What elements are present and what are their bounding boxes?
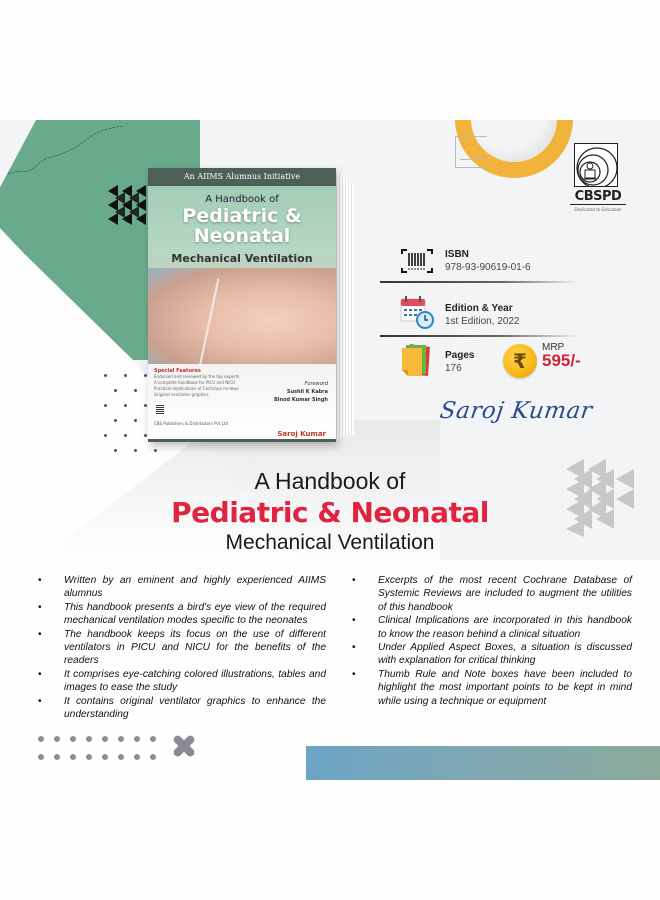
cover-initiative-banner: An AIIMS Alumnus Initiative <box>148 168 336 186</box>
cover-subtitle: A Handbook of <box>205 194 279 205</box>
publisher-name: CBSPD <box>570 189 626 205</box>
qr-code-icon <box>156 404 164 414</box>
highlight-item: • Clinical Implications are incorporated in this handbook to know the reason behind a clinical situation <box>352 614 632 641</box>
mrp-value: 595/- <box>542 351 581 370</box>
isbn-row <box>400 246 630 296</box>
headline-line-2: Pediatric & Neonatal <box>171 496 489 529</box>
highlight-item: • The handbook keeps its focus on the use of different ventilators in PICU and NICU for the benefits of the readers <box>38 628 326 668</box>
foreword-name: Sushil K Kabra <box>286 389 328 395</box>
cover-title <box>148 206 336 246</box>
outline-frame-decoration <box>455 136 487 168</box>
calendar-clock-icon <box>400 295 434 329</box>
cover-title-line-3: Mechanical Ventilation <box>171 252 313 265</box>
headline-line-1: A Handbook of <box>254 468 406 494</box>
highlight-item: • Written by an eminent and highly experienced AIIMS alumnus <box>38 574 326 601</box>
edition-label: Edition & Year <box>445 303 513 314</box>
book-headline <box>0 466 660 556</box>
highlights-right-list <box>352 574 632 708</box>
mrp-label: MRP <box>542 342 565 353</box>
wavy-line-decoration <box>6 118 126 178</box>
edition-row <box>400 295 630 345</box>
cover-title-line-1: Pediatric & <box>182 205 302 227</box>
cover-foreword <box>274 380 328 404</box>
divider <box>380 281 580 283</box>
gradient-bar-decoration <box>306 746 660 780</box>
highlights-left-list <box>38 574 326 721</box>
highlight-item: • Excerpts of the most recent Cochrane Database of Systemic Reviews are included to augment the utilities of this handbook <box>352 574 632 614</box>
dot-row-decoration <box>38 736 158 764</box>
cover-title-line-2: Neonatal <box>193 225 291 247</box>
book-page-edges <box>334 172 354 440</box>
cover-publisher: CBS Publishers & Distributors Pvt Ltd <box>154 421 229 426</box>
publisher-tagline: Dedicated to Education <box>574 207 622 212</box>
foreword-label: Foreword <box>304 381 328 387</box>
isbn-label: ISBN <box>445 249 469 260</box>
publisher-emblem-icon <box>574 143 618 187</box>
edition-value: 1st Edition, 2022 <box>445 316 520 327</box>
cover-baby-photo <box>148 268 336 364</box>
foreword-name: Binod Kumar Singh <box>274 397 328 403</box>
highlight-item: • It comprises eye-catching colored illustrations, tables and images to ease the study <box>38 668 326 695</box>
highlight-item: • It contains original ventilator graphics to enhance the understanding <box>38 695 326 722</box>
black-triangles-pattern-icon <box>108 183 150 227</box>
pages-value: 176 <box>445 363 462 374</box>
feature-item: Practical implications of Cochrane reviews <box>154 386 239 391</box>
book-front-cover <box>148 168 336 442</box>
divider <box>380 335 580 337</box>
cover-author: Saroj Kumar <box>277 430 326 438</box>
pages-price-row <box>400 342 630 392</box>
barcode-icon <box>400 248 434 274</box>
highlight-item: • Thumb Rule and Note boxes have been included to highlight the most important points to be kept in mind while using a technique or equipment <box>352 668 632 708</box>
author-signature: Saroj Kumar <box>438 398 595 424</box>
cover-bottom-bar <box>148 439 336 442</box>
feature-item: Endorsed and reviewed by the top experts <box>154 374 240 379</box>
highlight-item: • Under Applied Aspect Boxes, a situation is discussed with explanation for critical thinking <box>352 641 632 668</box>
headline-line-3: Mechanical Ventilation <box>225 531 435 554</box>
publisher-logo <box>568 143 626 218</box>
pages-icon <box>400 342 434 378</box>
book-3d-cover <box>148 168 338 442</box>
isbn-value: 978-93-90619-01-6 <box>445 262 531 273</box>
highlight-item: • This handbook presents a bird's eye view of the required mechanical ventilation modes specific to the neonates <box>38 601 326 628</box>
feature-item: A complete handbook for PICU and NICU <box>154 380 236 385</box>
rupee-coin-icon: ₹ <box>503 344 537 378</box>
feature-item: Original ventilator graphics <box>154 392 209 397</box>
cover-special-features <box>154 368 264 398</box>
features-heading: Special Features <box>154 368 201 374</box>
x-mark-icon <box>172 734 196 758</box>
pages-label: Pages <box>445 350 475 361</box>
